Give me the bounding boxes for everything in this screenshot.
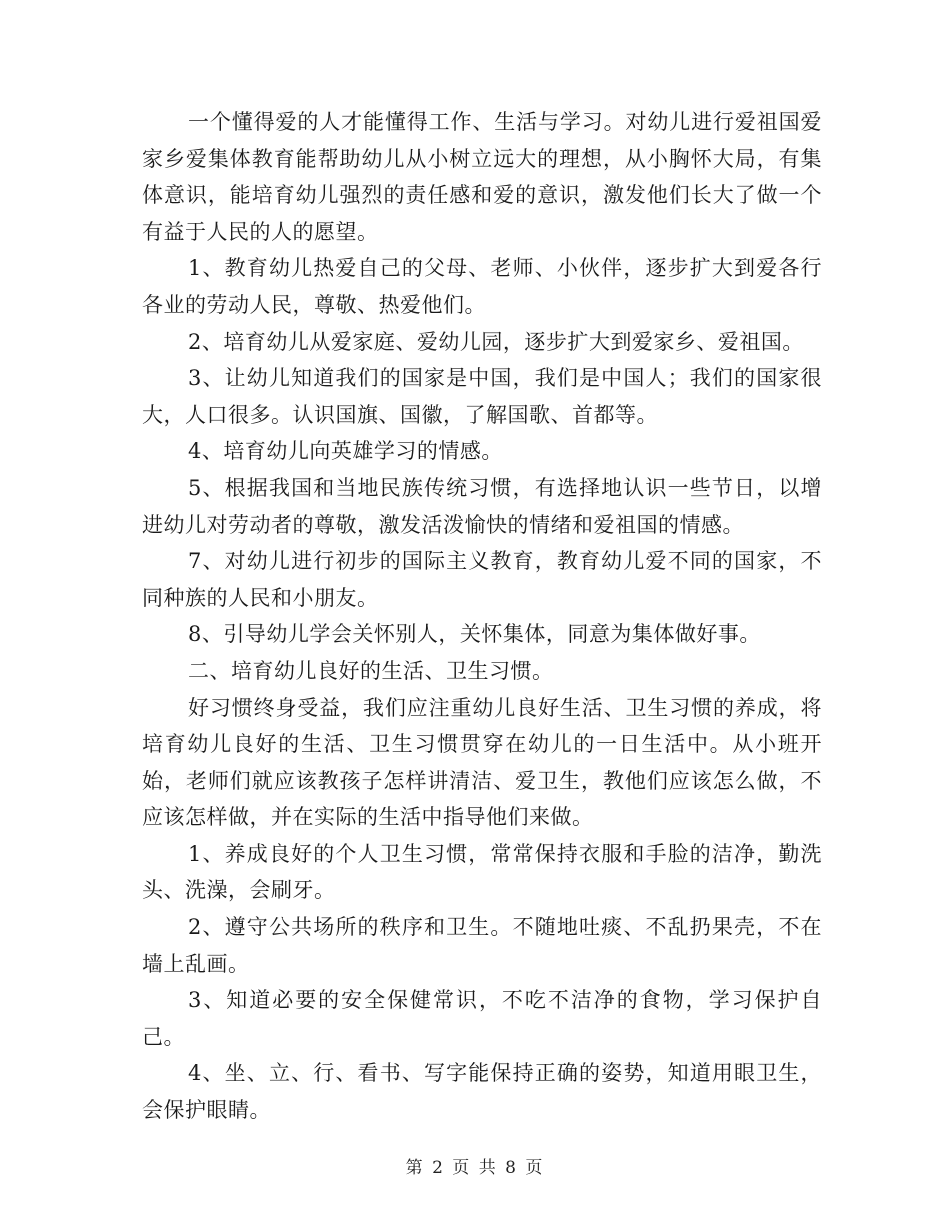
list-item: 1、养成良好的个人卫生习惯，常常保持衣服和手脸的洁净，勤洗头、洗澡，会刷牙。 [142,841,822,903]
list-item: 4、坐、立、行、看书、写字能保持正确的姿势，知道用眼卫生，会保护眼睛。 [142,1061,822,1123]
list-item: 1、教育幼儿热爱自己的父母、老师、小伙伴，逐步扩大到爱各行各业的劳动人民，尊敬、热爱他们。 [142,256,822,317]
list-item: 3、知道必要的安全保健常识，不吃不洁净的食物，学习保护自己。 [142,988,822,1049]
list-item: 4、培育幼儿向英雄学习的情感。 [188,439,503,464]
page-number-footer: 第 2 页 共 8 页 [405,1158,545,1178]
list-item: 5、根据我国和当地民族传统习惯，有选择地认识一些节日，以增进幼儿对劳动者的尊敬，激发活泼愉快的情绪和爱祖国的情感。 [142,475,822,537]
paragraph: 一个懂得爱的人才能懂得工作、生活与学习。对幼儿进行爱祖国爱家乡爱集体教育能帮助幼儿从小树立远大的理想，从小胸怀大局，有集体意识，能培育幼儿强烈的责任感和爱的意识，激发他们长大了做一个有益于人民的人的愿望。 [142,110,822,244]
list-item: 3、让幼儿知道我们的国家是中国，我们是中国人；我们的国家很大，人口很多。认识国旗、国徽，了解国歌、首都等。 [142,366,822,427]
list-item: 8、引导幼儿学会关怀别人，关怀集体，同意为集体做好事。 [188,622,761,647]
list-item: 7、对幼儿进行初步的国际主义教育，教育幼儿爱不同的国家，不同种族的人民和小朋友。 [142,549,822,610]
document-body [142,104,822,1129]
list-item: 2、遵守公共场所的秩序和卫生。不随地吐痰、不乱扔果壳，不在墙上乱画。 [142,915,822,976]
paragraph: 好习惯终身受益，我们应注重幼儿良好生活、卫生习惯的养成，将培育幼儿良好的生活、卫生习惯贯穿在幼儿的一日生活中。从小班开始，老师们就应该教孩子怎样讲清洁、爱卫生，教他们应该怎么做，不应该怎样做，并在实际的生活中指导他们来做。 [142,695,822,830]
list-item: 2、培育幼儿从爱家庭、爱幼儿园，逐步扩大到爱家乡、爱祖国。 [188,329,804,354]
section-heading: 二、培育幼儿良好的生活、卫生习惯。 [188,658,554,683]
